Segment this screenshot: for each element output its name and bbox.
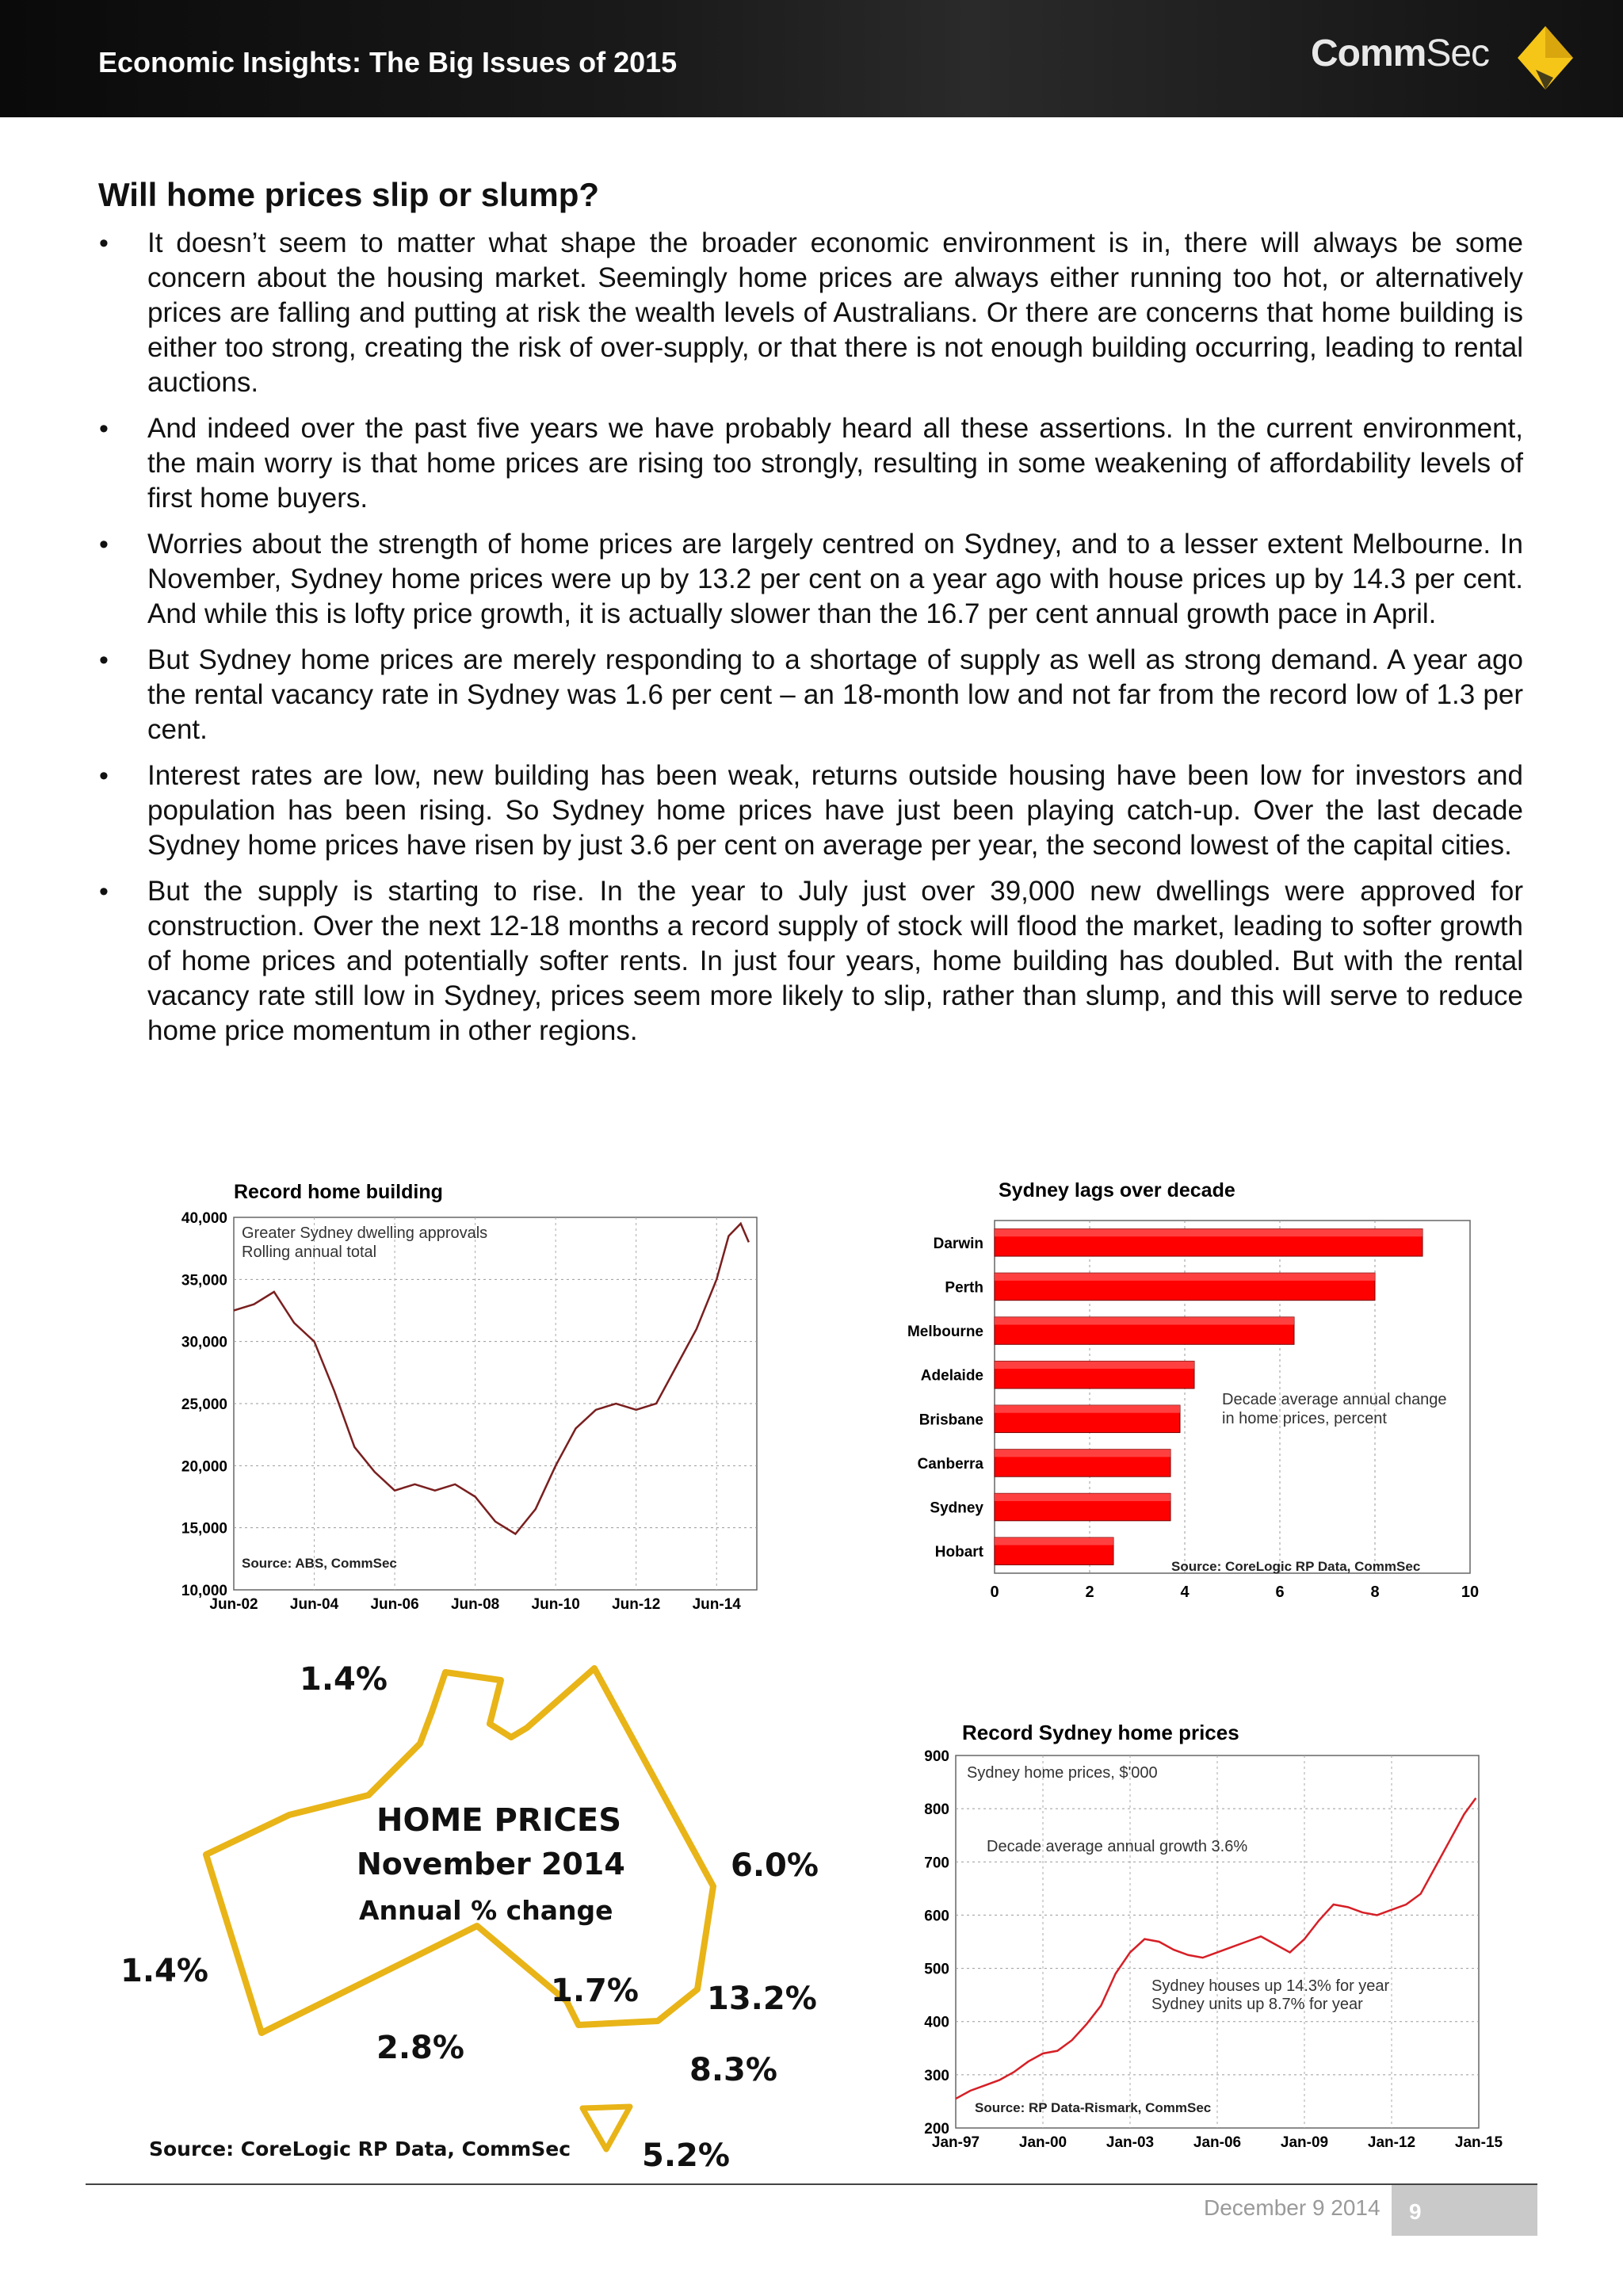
map-subtitle: November 2014 [357,1847,625,1881]
chart3-annotation-2: Sydney houses up 14.3% for year [1151,1977,1390,1995]
chart3-annotation-3: Sydney units up 8.7% for year [1151,1996,1363,2013]
chart2-category-label: Perth [945,1279,983,1297]
chart2-annotation-2: in home prices, percent [1222,1410,1387,1427]
chart2-bar-highlight [995,1405,1180,1413]
chart1-source: Source: ABS, CommSec [242,1556,397,1571]
chart-sydney-prices [903,1716,1506,2160]
tasmania-outline [582,2107,630,2149]
bullet-item: • Worries about the strength of home prices are largely centred on Sydney, and to a lesser extent Melbourne. In November, Sydney home prices were up by 13.2 per cent on a year ago with house prices up by 14.3 per cent. And while this is lofty price growth, it is actually slower than the 16.7 per cent annual growth pace in April. [95,527,1523,632]
chart3-y-tick-label: 500 [924,1961,949,1978]
chart3-x-tick-label: Jan-09 [1280,2134,1329,2151]
chart2-category-labels [907,1236,984,1561]
chart2-category-label: Sydney [930,1499,983,1517]
chart2-x-ticks [990,1584,1479,1601]
chart2-bar-highlight [995,1317,1294,1325]
chart1-y-tick-label: 30,000 [181,1334,227,1351]
chart3-annotation: Decade average annual growth 3.6% [987,1838,1248,1855]
article-title: Will home prices slip or slump? [98,176,600,213]
chart1-y-tick-label: 35,000 [181,1272,227,1289]
chart3-y-tick-label: 300 [924,2067,949,2084]
map-title: HOME PRICES [376,1802,622,1839]
chart3-y-ticks [924,1748,949,2137]
chart2-category-label: Hobart [934,1544,983,1561]
chart3-x-tick-label: Jan-97 [931,2134,980,2151]
chart3-y-tick-label: 700 [924,1855,949,1872]
chart3-y-tick-label: 200 [924,2121,949,2137]
chart1-y-tick-label: 10,000 [181,1583,227,1599]
chart3-x-tick-label: Jan-15 [1454,2134,1503,2151]
commsec-logo [1311,32,1489,75]
page-number: 9 [1409,2199,1422,2224]
chart1-x-tick-label: Jun-02 [209,1596,258,1613]
chart2-bar-highlight [995,1361,1194,1369]
footer-date: December 9 2014 [1204,2195,1381,2220]
label-adelaide: 2.8% [376,2030,464,2066]
chart3-x-tick-label: Jan-06 [1193,2134,1242,2151]
label-canberra: 1.7% [551,1973,639,2009]
chart3-title: Record Sydney home prices [962,1721,1239,1744]
bullet-item: • But the supply is starting to rise. In the year to July just over 39,000 new dwellings were approved for construction. Over the next 12-18 months a record supply of stock will flood the market, leading to softer growth of home prices and potentially softer rents. In just four years, home building has doubled. But with the rental vacancy rate still low in Sydney, prices seem more likely to slip, rather than slump, and this will serve to reduce home price momentum in other regions. [95,874,1523,1049]
chart1-x-tick-label: Jun-10 [531,1596,580,1613]
bullet-item: • And indeed over the past five years we have probably heard all these assertions. In the current environment, the main worry is that home prices are rising too strongly, resulting in some weakening of affordability levels of first home buyers. [95,411,1523,516]
bullet-item: • Interest rates are low, new building has been weak, returns outside housing have been low for investors and population has been rising. So Sydney home prices have just been playing catch-up. Over the last decade Sydney home prices have risen by just 3.6 per cent on average per year, the second lowest of the capital cities. [95,758,1523,863]
chart3-x-tick-label: Jan-03 [1106,2134,1155,2151]
chart2-bar-highlight [995,1273,1375,1281]
chart2-category-label: Melbourne [907,1324,983,1341]
chart2-x-tick-label: 8 [1370,1584,1380,1601]
chart2-x-tick-label: 6 [1275,1584,1285,1601]
chart1-y-ticks [181,1210,227,1599]
chart-home-building [143,1173,824,1617]
chart2-bar-highlight [995,1450,1170,1457]
chart1-y-tick-label: 20,000 [181,1458,227,1476]
chart1-x-tick-label: Jun-08 [450,1596,500,1613]
label-hobart: 5.2% [642,2137,730,2174]
chart1-x-tick-label: Jun-04 [289,1596,339,1613]
chart1-x-tick-label: Jun-06 [370,1596,419,1613]
footer-divider [86,2183,1537,2185]
chart1-y-tick-label: 40,000 [181,1210,227,1227]
chart3-series-label: Sydney home prices, $'000 [967,1764,1158,1782]
chart3-x-tick-label: Jan-12 [1367,2134,1416,2151]
chart2-x-tick-label: 10 [1461,1584,1480,1601]
chart2-category-label: Canberra [917,1455,983,1473]
chart1-y-tick-label: 25,000 [181,1396,227,1413]
bullet-list [95,226,1523,1060]
home-prices-map [111,1648,840,2179]
chart3-y-tick-label: 600 [924,1908,949,1925]
chart1-x-tick-label: Jun-12 [612,1596,661,1613]
label-sydney: 13.2% [707,1981,817,2017]
chart2-x-tick-label: 2 [1085,1584,1094,1601]
chart2-annotation: Decade average annual change [1222,1391,1447,1408]
chart3-y-tick-label: 800 [924,1801,949,1819]
chart2-title: Sydney lags over decade [999,1179,1235,1201]
page-header [0,0,1623,117]
chart3-source: Source: RP Data-Rismark, CommSec [975,2100,1212,2115]
chart2-bar-highlight [995,1229,1423,1237]
chart2-bar-highlight [995,1538,1113,1545]
map-caption: Annual % change [359,1895,613,1926]
chart1-series-label: Greater Sydney dwelling approvals [242,1224,488,1242]
chart-sydney-lags [880,1173,1498,1617]
chart2-x-tick-label: 0 [990,1584,999,1601]
chart3-x-tick-label: Jan-00 [1018,2134,1067,2151]
chart2-category-label: Brisbane [918,1412,983,1429]
logo-bold-text: Comm [1311,32,1426,74]
chart1-series-label-2: Rolling annual total [242,1244,377,1261]
page-number-box [1392,2185,1537,2236]
header-title: Economic Insights: The Big Issues of 2015 [98,46,678,78]
logo-light-text: Sec [1426,32,1490,74]
chart2-category-label: Adelaide [920,1367,983,1385]
chart2-source: Source: CoreLogic RP Data, CommSec [1171,1559,1421,1574]
chart1-x-ticks [209,1596,741,1613]
chart1-y-tick-label: 15,000 [181,1520,227,1538]
commsec-diamond-icon [1514,22,1577,94]
bullet-item: • It doesn’t seem to matter what shape the broader economic environment is in, there will always be some concern about the housing market. Seemingly home prices are always either running too hot, or alternatively prices are falling and putting at risk the wealth levels of Australians. Or there are concerns that home building is either too strong, creating the risk of over-supply, or that there is not enough building occurring, leading to rental auctions. [95,226,1523,400]
chart3-y-tick-label: 400 [924,2014,949,2031]
label-brisbane: 6.0% [731,1847,819,1884]
chart2-category-label: Darwin [933,1235,983,1252]
chart1-title: Record home building [234,1181,443,1203]
chart1-x-tick-label: Jun-14 [692,1596,741,1613]
label-darwin: 1.4% [300,1661,388,1698]
map-source: Source: CoreLogic RP Data, CommSec [149,2137,571,2160]
bullet-item: • But Sydney home prices are merely responding to a shortage of supply as well as strong demand. A year ago the rental vacancy rate in Sydney was 1.6 per cent – an 18-month low and not far from the record low of 1.3 per cent. [95,643,1523,747]
label-melbourne: 8.3% [689,2052,777,2088]
label-perth: 1.4% [120,1953,208,1989]
chart2-bar-highlight [995,1493,1170,1501]
chart2-x-tick-label: 4 [1180,1584,1190,1601]
chart3-x-ticks [932,2134,1503,2151]
chart3-y-tick-label: 900 [924,1748,949,1765]
